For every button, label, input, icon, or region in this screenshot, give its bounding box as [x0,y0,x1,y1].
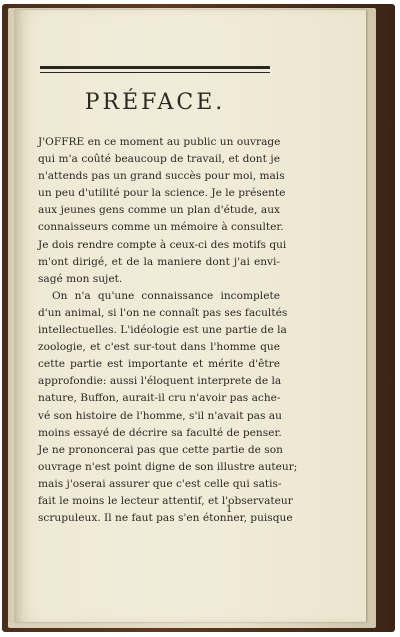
text-line: cette partie est importante et mérite d'être [38,358,280,371]
text-line: vé son histoire de l'homme, s'il n'avait pas au [38,409,282,422]
text-line: aux jeunes gens comme un plan d'étude, aux [38,204,280,217]
text-line: J'OFFRE en ce moment au public un ouvrage [38,136,281,148]
text-line: sagé mon sujet. [38,272,123,285]
body-text [38,134,298,527]
text-line: ouvrage n'est point digne de son illustre auteur; [38,460,298,473]
header-rule-thin [40,72,270,73]
text-line: n'attends pas un grand succès pour moi, mais [38,170,285,183]
text-line: moins essayé de décrire sa faculté de penser. [38,426,282,439]
text-line: intellectuelles. L'idéologie est une partie de la [38,324,287,337]
page-number: 1 [226,504,233,515]
text-line: fait le moins le lecteur attentif, et l'observateur [38,494,293,507]
text-line: zoologie, et c'est sur-tout dans l'homme que [38,341,280,354]
text-line: mais j'oserai assurer que c'est celle qui satis- [38,477,282,490]
text-line: scrupuleux. Il ne faut pas s'en étonner, puisque [38,512,293,525]
text-line: approfondie: aussi l'éloquent interprete de la [38,375,282,388]
text-line: Je ne prononcerai pas que cette partie de son [38,443,283,456]
header-rule-thick [40,66,270,69]
text-line: Je dois rendre compte à ceux-ci des motifs qui [38,238,287,251]
text-line: un peu d'utilité pour la science. Je le présente [38,187,286,200]
text-line: qui m'a coûté beaucoup de travail, et dont je [38,153,280,166]
text-line: d'un animal, si l'on ne connaît pas ses facultés [38,306,288,319]
text-line: nature, Buffon, aurait-il cru n'avoir pas ache- [38,392,281,405]
text-line: On n'a qu'une connaissance incomplete [52,289,280,302]
page-title: PRÉFACE. [84,90,226,115]
text-line: m'ont dirigé, et de la maniere dont j'ai envi- [38,255,280,268]
text-line: connaisseurs comme un mémoire à consulter. [38,221,284,234]
